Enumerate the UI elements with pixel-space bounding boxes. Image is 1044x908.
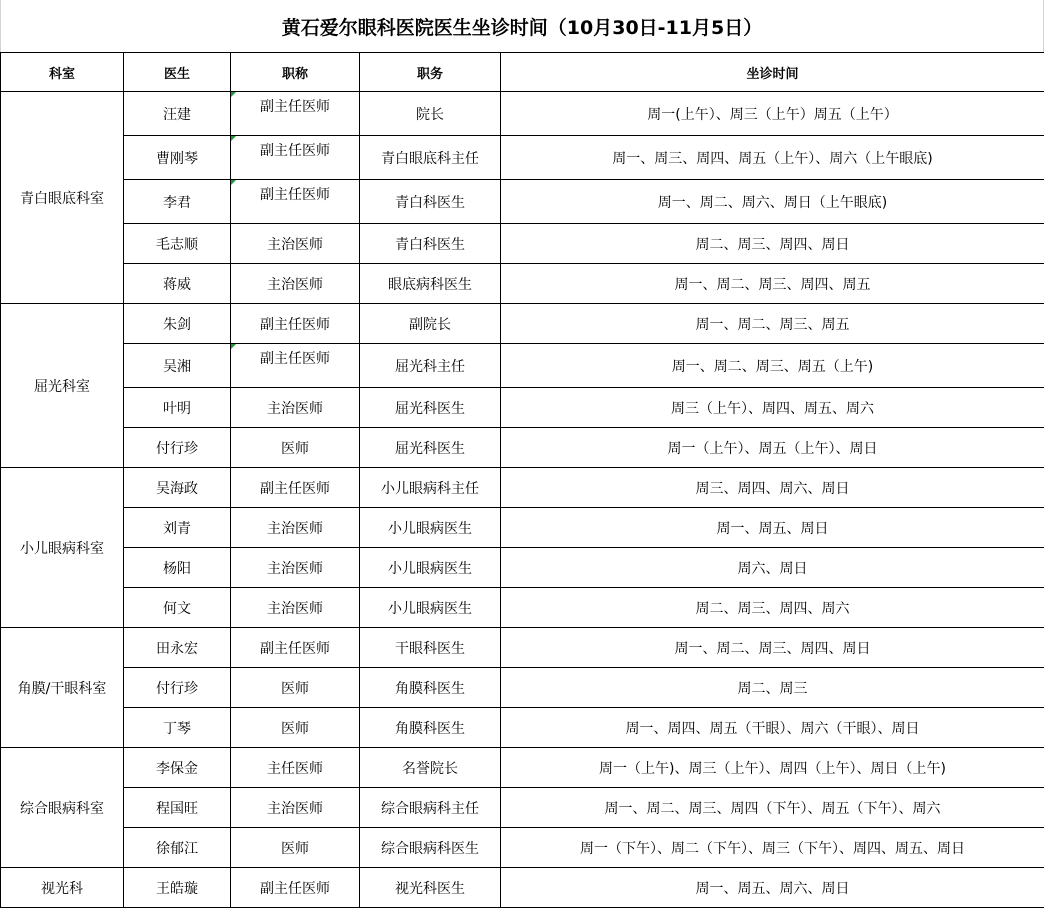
position-cell: 名誉院长 [360,748,501,788]
position-cell: 青白科医生 [360,224,501,264]
sheet-title: 黄石爱尔眼科医院医生坐诊时间（10月30日-11月5日） [0,0,1044,52]
doctor-cell: 汪建 [124,92,231,136]
title-cell: 副主任医师 [231,868,360,908]
doctor-cell: 吴海政 [124,468,231,508]
doctor-cell: 何文 [124,588,231,628]
table-row [1,180,1044,224]
doctor-cell: 付行珍 [124,428,231,468]
schedule-cell: 周一、周二、周三、周四（下午）、周五（下午）、周六 [501,788,1044,828]
doctor-cell: 刘青 [124,508,231,548]
title-cell: 主治医师 [231,588,360,628]
position-cell: 青白眼底科主任 [360,136,501,180]
title-cell: 医师 [231,708,360,748]
title-cell: 主任医师 [231,748,360,788]
schedule-table [0,52,1044,908]
schedule-cell: 周一、周五、周六、周日 [501,868,1044,908]
department-cell: 屈光科室 [1,304,124,468]
position-cell: 小儿眼病医生 [360,588,501,628]
title-cell [231,344,360,388]
table-row [1,668,1044,708]
title-cell: 主治医师 [231,388,360,428]
schedule-cell: 周一（上午）、周五（上午）、周日 [501,428,1044,468]
position-cell: 副院长 [360,304,501,344]
schedule-cell: 周三、周四、周六、周日 [501,468,1044,508]
doctor-cell: 程国旺 [124,788,231,828]
table-row [1,224,1044,264]
title-cell: 副主任医师 [231,628,360,668]
position-cell: 综合眼病科医生 [360,828,501,868]
table-row [1,264,1044,304]
title-text: 副主任医师 [260,99,330,115]
position-cell: 屈光科医生 [360,388,501,428]
department-cell: 青白眼底科室 [1,92,124,304]
schedule-cell: 周二、周三 [501,668,1044,708]
schedule-cell: 周一（下午）、周二（下午）、周三（下午）、周四、周五、周日 [501,828,1044,868]
table-row [1,748,1044,788]
table-row [1,304,1044,344]
table-row [1,708,1044,748]
table-row [1,628,1044,668]
position-cell: 小儿眼病医生 [360,548,501,588]
title-cell: 副主任医师 [231,468,360,508]
department-cell: 小儿眼病科室 [1,468,124,628]
comment-flag-icon [231,92,236,97]
column-header-position: 职务 [360,53,501,92]
doctor-cell: 蒋威 [124,264,231,304]
title-cell: 医师 [231,428,360,468]
position-cell: 屈光科医生 [360,428,501,468]
title-cell: 主治医师 [231,548,360,588]
table-row [1,588,1044,628]
table-row [1,548,1044,588]
position-cell: 小儿眼病医生 [360,508,501,548]
doctor-cell: 毛志顺 [124,224,231,264]
schedule-cell: 周六、周日 [501,548,1044,588]
title-text: 副主任医师 [260,351,330,367]
column-header-schedule: 坐诊时间 [501,53,1044,92]
position-cell: 青白科医生 [360,180,501,224]
doctor-cell: 李保金 [124,748,231,788]
doctor-cell: 朱剑 [124,304,231,344]
comment-flag-icon [231,136,236,141]
department-cell: 视光科 [1,868,124,908]
schedule-cell: 周二、周三、周四、周日 [501,224,1044,264]
table-row [1,468,1044,508]
title-cell: 副主任医师 [231,304,360,344]
column-header-department: 科室 [1,53,124,92]
schedule-cell: 周一、周二、周六、周日（上午眼底) [501,180,1044,224]
doctor-cell: 曹刚琴 [124,136,231,180]
schedule-cell: 周一、周二、周三、周四、周日 [501,628,1044,668]
doctor-cell: 李君 [124,180,231,224]
schedule-cell: 周一（上午)、周三（上午）、周四（上午）、周日（上午) [501,748,1044,788]
table-row [1,344,1044,388]
table-row [1,788,1044,828]
table-row [1,388,1044,428]
doctor-cell: 付行珍 [124,668,231,708]
schedule-cell: 周一、周二、周三、周四、周五 [501,264,1044,304]
schedule-cell: 周一、周二、周三、周五（上午) [501,344,1044,388]
position-cell: 小儿眼病科主任 [360,468,501,508]
title-cell: 医师 [231,828,360,868]
position-cell: 角膜科医生 [360,708,501,748]
position-cell: 屈光科主任 [360,344,501,388]
header-row [1,53,1044,92]
doctor-cell: 田永宏 [124,628,231,668]
title-cell: 主治医师 [231,224,360,264]
comment-flag-icon [231,180,236,185]
table-row [1,428,1044,468]
table-row [1,92,1044,136]
doctor-cell: 王皓璇 [124,868,231,908]
title-text: 副主任医师 [260,187,330,203]
title-cell: 医师 [231,668,360,708]
doctor-cell: 丁琴 [124,708,231,748]
doctor-cell: 叶明 [124,388,231,428]
schedule-cell: 周一、周二、周三、周五 [501,304,1044,344]
table-row [1,828,1044,868]
department-cell: 综合眼病科室 [1,748,124,868]
position-cell: 角膜科医生 [360,668,501,708]
schedule-cell: 周三（上午）、周四、周五、周六 [501,388,1044,428]
title-cell [231,180,360,224]
position-cell: 干眼科医生 [360,628,501,668]
doctor-cell: 徐郁江 [124,828,231,868]
schedule-cell: 周一(上午）、周三（上午）周五（上午） [501,92,1044,136]
schedule-cell: 周二、周三、周四、周六 [501,588,1044,628]
doctor-cell: 杨阳 [124,548,231,588]
position-cell: 综合眼病科主任 [360,788,501,828]
title-text: 副主任医师 [260,143,330,159]
table-row [1,136,1044,180]
table-row [1,508,1044,548]
comment-flag-icon [231,344,236,349]
title-cell: 主治医师 [231,788,360,828]
column-header-doctor: 医生 [124,53,231,92]
title-cell [231,92,360,136]
title-cell [231,136,360,180]
doctor-cell: 吴湘 [124,344,231,388]
title-cell: 主治医师 [231,264,360,304]
schedule-cell: 周一、周五、周日 [501,508,1044,548]
column-header-title: 职称 [231,53,360,92]
schedule-cell: 周一、周三、周四、周五（上午）、周六（上午眼底) [501,136,1044,180]
position-cell: 视光科医生 [360,868,501,908]
schedule-cell: 周一、周四、周五（干眼）、周六（干眼）、周日 [501,708,1044,748]
table-row [1,868,1044,908]
position-cell: 眼底病科医生 [360,264,501,304]
department-cell: 角膜/干眼科室 [1,628,124,748]
position-cell: 院长 [360,92,501,136]
title-cell: 主治医师 [231,508,360,548]
